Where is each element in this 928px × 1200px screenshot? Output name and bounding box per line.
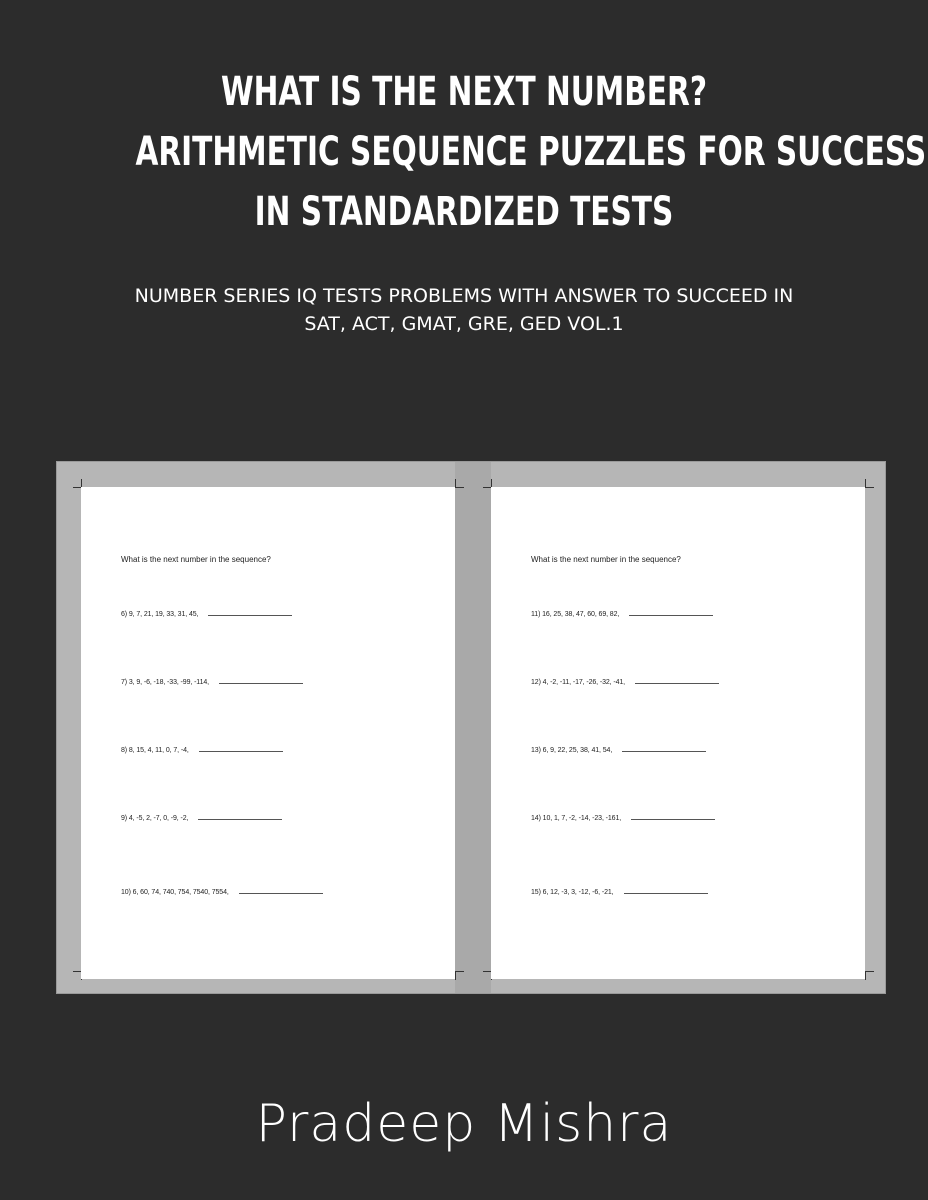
left-page-heading: What is the next number in the sequence? — [121, 555, 271, 564]
problem-text: 12) 4, -2, -11, -17, -26, -32, -41, — [531, 679, 626, 686]
left-page — [81, 487, 455, 979]
problem-row — [121, 813, 282, 822]
spread-gutter — [455, 462, 491, 993]
problem-text: 6) 9, 7, 21, 19, 33, 31, 45, — [121, 611, 199, 618]
problem-row — [121, 677, 303, 686]
subtitle-line-1: NUMBER SERIES IQ TESTS PROBLEMS WITH ANSWER TO SUCCEED IN — [134, 285, 794, 307]
answer-blank — [198, 813, 282, 820]
title-line-2: ARITHMETIC SEQUENCE PUZZLES FOR SUCCESS — [135, 129, 927, 175]
crop-mark-icon — [865, 479, 874, 488]
book-subtitle — [40, 282, 888, 338]
page-spread-preview — [56, 461, 886, 994]
subtitle-line-2: SAT, ACT, GMAT, GRE, GED VOL.1 — [304, 313, 624, 335]
problem-text: 14) 10, 1, 7, -2, -14, -23, -161, — [531, 815, 622, 822]
problem-row — [531, 745, 706, 754]
right-page-heading: What is the next number in the sequence? — [531, 555, 681, 564]
problem-text: 7) 3, 9, -6, -18, -33, -99, -114, — [121, 679, 210, 686]
crop-mark-icon — [455, 971, 464, 980]
right-page — [491, 487, 865, 979]
answer-blank — [629, 609, 713, 616]
problem-text: 9) 4, -5, 2, -7, 0, -9, -2, — [121, 815, 189, 822]
crop-mark-icon — [865, 971, 874, 980]
problem-text: 11) 16, 25, 38, 47, 60, 69, 82, — [531, 611, 620, 618]
problem-row — [121, 609, 292, 618]
book-title — [135, 62, 927, 242]
problem-row — [531, 813, 715, 822]
problem-text: 8) 8, 15, 4, 11, 0, 7, -4, — [121, 747, 189, 754]
title-line-1: WHAT IS THE NEXT NUMBER? — [221, 69, 707, 115]
answer-blank — [219, 677, 303, 684]
problem-row — [531, 609, 713, 618]
author-name: Pradeep Mishra — [255, 1094, 673, 1154]
answer-blank — [635, 677, 719, 684]
problem-row — [531, 887, 708, 896]
crop-mark-icon — [455, 479, 464, 488]
problem-text: 10) 6, 60, 74, 740, 754, 7540, 7554, — [121, 889, 229, 896]
answer-blank — [208, 609, 292, 616]
problem-text: 13) 6, 9, 22, 25, 38, 41, 54, — [531, 747, 613, 754]
problem-text: 15) 6, 12, -3, 3, -12, -6, -21, — [531, 889, 614, 896]
problem-row — [121, 745, 283, 754]
answer-blank — [199, 745, 283, 752]
answer-blank — [624, 887, 708, 894]
answer-blank — [622, 745, 706, 752]
answer-blank — [239, 887, 323, 894]
answer-blank — [631, 813, 715, 820]
problem-row — [121, 887, 323, 896]
title-line-3: IN STANDARDIZED TESTS — [254, 189, 674, 235]
problem-row — [531, 677, 719, 686]
